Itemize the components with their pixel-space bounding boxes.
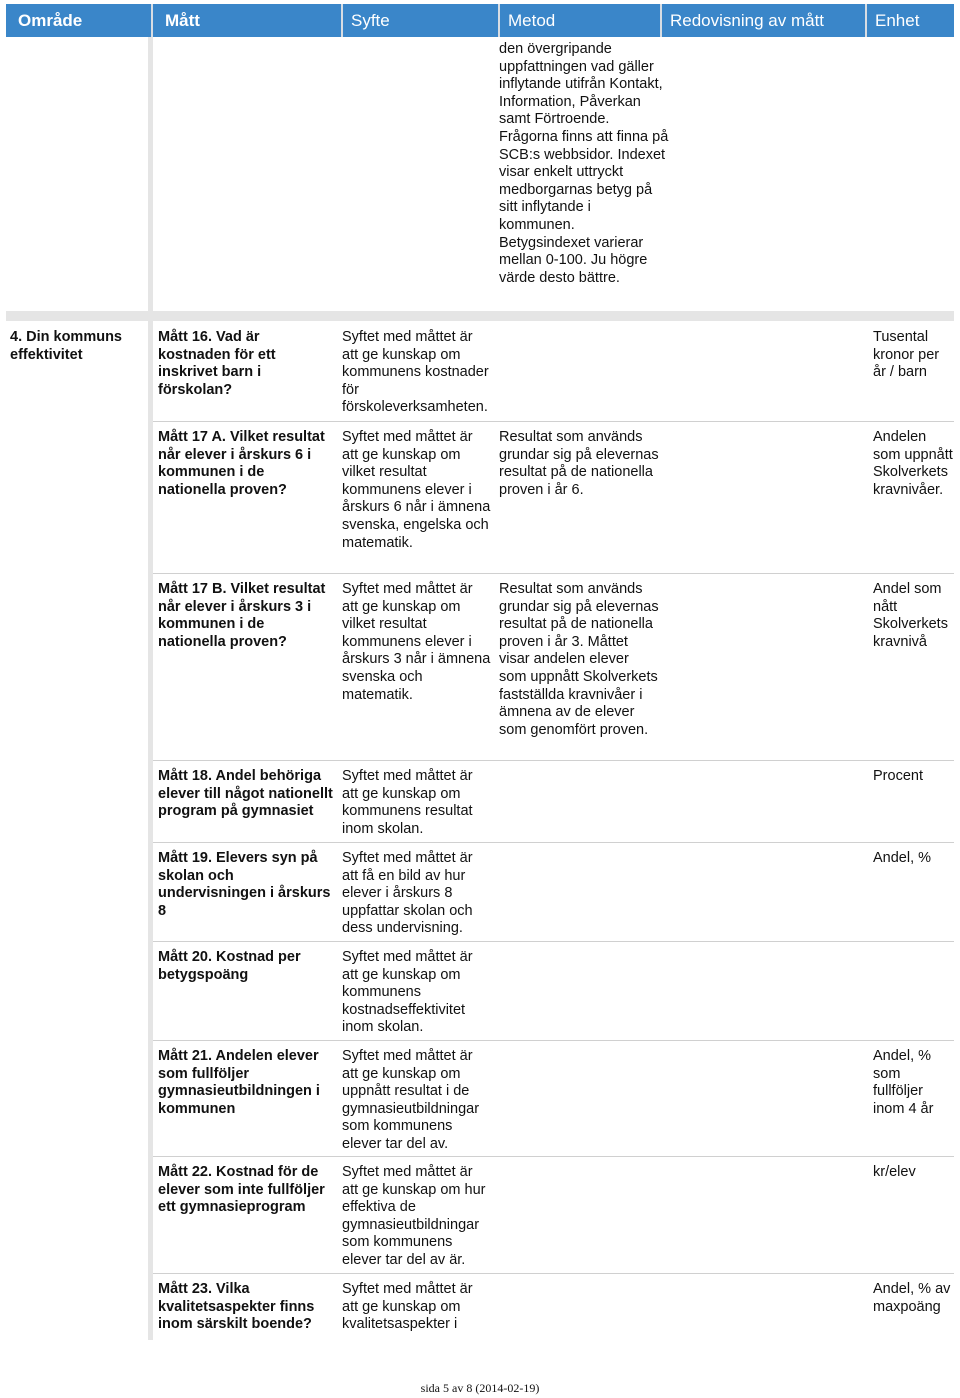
header-matt: Mått — [151, 4, 341, 37]
syfte-cell: Syftet med måttet är att ge kunskap om kommunens kostnader för förskoleverksamheten. — [342, 329, 489, 416]
section-area-label: 4. Din kommuns effektivitet — [10, 329, 122, 363]
enhet-cell: Andel, % — [873, 850, 932, 866]
enhet-cell: Andel, % som fullföljer inom 4 år — [873, 1048, 934, 1117]
header-redovisning: Redovisning av mått — [660, 4, 865, 37]
table-row — [153, 760, 954, 837]
syfte-cell: Syftet med måttet är att ge kunskap om hur effektiva de gymnasieutbildningar som kommunens elever tar del av är. — [342, 1164, 486, 1268]
table-header — [6, 4, 954, 37]
matt-cell: Mått 23. Vilka kvalitetsaspekter finns inom särskilt boende? — [158, 1281, 315, 1333]
table-row — [153, 842, 954, 937]
section-divider — [6, 311, 954, 321]
table-row — [153, 941, 954, 1036]
matt-cell: Mått 21. Andelen elever som fullföljer gymnasieutbildningen i kommunen — [158, 1048, 320, 1117]
metod-cell: Resultat som används grundar sig på elevernas resultat på de nationella proven i år 6. — [499, 429, 659, 498]
enhet-cell: Tusental kronor per år / barn — [873, 329, 940, 381]
enhet-cell: Andelen som uppnått Skolverkets kravnivåer. — [873, 429, 953, 498]
table-row — [153, 573, 954, 738]
page-footer: sida 5 av 8 (2014-02-19) — [420, 1381, 540, 1395]
matt-cell: Mått 20. Kostnad per betygspoäng — [158, 949, 301, 983]
header-syfte: Syfte — [341, 4, 498, 37]
matt-cell: Mått 22. Kostnad för de elever som inte fullföljer ett gymnasieprogram — [158, 1164, 325, 1216]
syfte-cell: Syftet med måttet är att ge kunskap om vilket resultat kommunens elever i årskurs 6 når i ämnena svenska, engelska och matematik. — [342, 429, 491, 551]
matt-cell: Mått 17 A. Vilket resultat når elever i årskurs 6 i kommunen i de nationella proven? — [158, 429, 325, 498]
matt-cell: Mått 19. Elevers syn på skolan och undervisningen i årskurs 8 — [158, 850, 331, 919]
table-row — [153, 421, 954, 551]
column-divider — [148, 37, 153, 1340]
continuation-text: den övergripande uppfattningen vad gäller inflytande utifrån Kontakt, Information, Påverkan samt Förtroende. Frågorna finns att finna på SCB:s webbsidor. Indexet visar enkelt uttryckt medborgarnas betyg på sitt inflytande i kommunen. Betygsindexet varierar mellan 0-100. Ju högre värde desto bättre. — [499, 41, 669, 286]
syfte-cell: Syftet med måttet är att ge kunskap om kommunens kostnadseffektivitet inom skolan. — [342, 949, 473, 1036]
syfte-cell: Syftet med måttet är att få en bild av hur elever i årskurs 8 uppfattar skolan och dess undervisning. — [342, 850, 473, 937]
enhet-cell: kr/elev — [873, 1164, 916, 1180]
header-omrade: Område — [18, 11, 83, 30]
header-enhet: Enhet — [865, 4, 954, 37]
matt-cell: Mått 16. Vad är kostnaden för ett inskrivet barn i förskolan? — [158, 329, 276, 398]
enhet-cell: Andel, % av maxpoäng — [873, 1281, 951, 1315]
header-metod: Metod — [498, 4, 660, 37]
table-row — [153, 1273, 954, 1333]
matt-cell: Mått 18. Andel behöriga elever till något nationellt program på gymnasiet — [158, 768, 333, 820]
table-row — [153, 1040, 954, 1152]
enhet-cell: Procent — [873, 768, 923, 784]
enhet-cell: Andel som nått Skolverkets kravnivå — [873, 581, 948, 650]
table-row — [153, 1156, 954, 1268]
syfte-cell: Syftet med måttet är att ge kunskap om uppnått resultat i de gymnasieutbildningar som kommunens elever tar del av. — [342, 1048, 480, 1152]
matt-cell: Mått 17 B. Vilket resultat når elever i årskurs 3 i kommunen i de nationella proven? — [158, 581, 326, 650]
syfte-cell: Syftet med måttet är att ge kunskap om kommunens resultat inom skolan. — [342, 768, 473, 837]
syfte-cell: Syftet med måttet är att ge kunskap om vilket resultat kommunens elever i årskurs 3 når i ämnena svenska och matematik. — [342, 581, 491, 703]
syfte-cell: Syftet med måttet är att ge kunskap om kvalitetsaspekter i — [342, 1281, 473, 1333]
metod-cell: Resultat som används grundar sig på elevernas resultat på de nationella proven i år 3. Måttet visar andelen elever som uppnått Skolverkets fastställda kravnivåer i ämnena av de elever som genomfört proven. — [499, 581, 659, 738]
